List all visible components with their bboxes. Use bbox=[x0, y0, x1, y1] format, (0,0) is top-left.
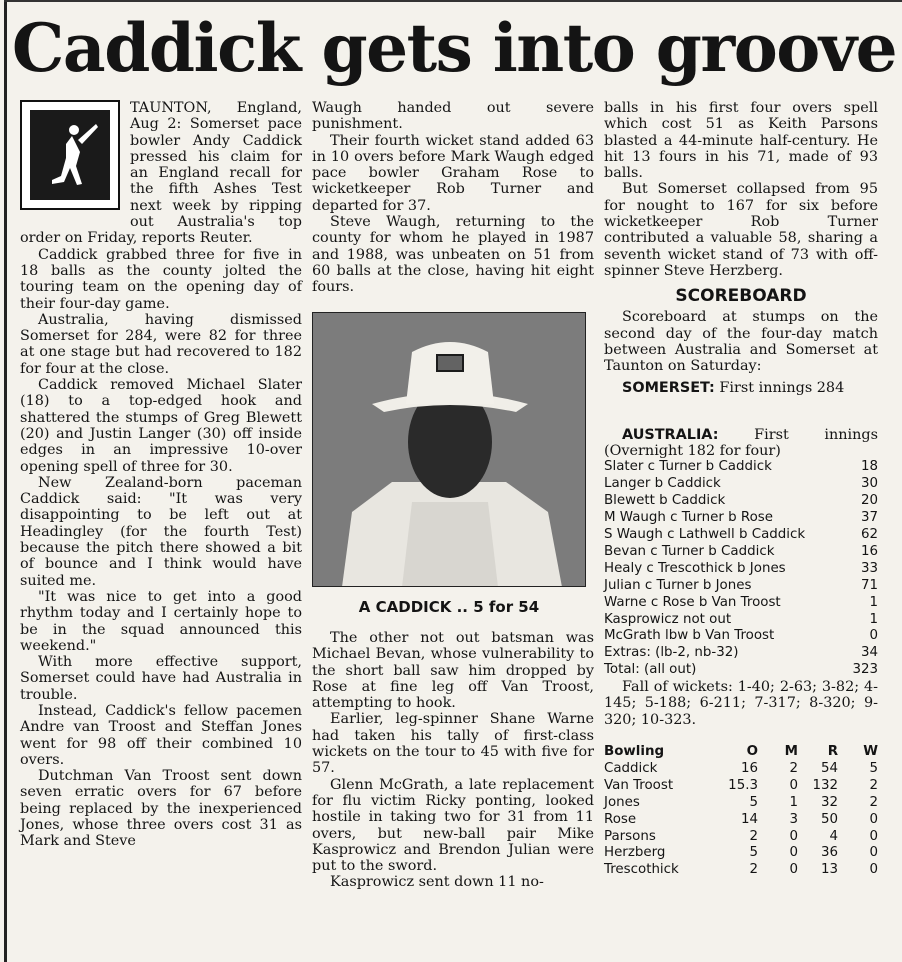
batting-table bbox=[604, 459, 878, 679]
bowling-figure-w: 2 bbox=[869, 777, 878, 793]
article-paragraph: Earlier, leg-spinner Shane Warne had taken his tally of first-class wickets on the tour to 45 with five for 57. bbox=[312, 711, 594, 777]
batsman-name: Slater c Turner b Caddick bbox=[604, 459, 772, 475]
article-column-3 bbox=[604, 100, 878, 879]
bowling-figure-o: 2 bbox=[749, 862, 758, 878]
article-paragraph: Steve Waugh, returning to the county for whom he played in 1987 and 1988, was unbeaten on 51 from 60 balls at the close, having hit eight fours. bbox=[312, 214, 594, 296]
bowling-figure-o: 15.3 bbox=[728, 777, 758, 793]
bowling-figure-w: 5 bbox=[869, 760, 878, 776]
batting-row bbox=[604, 459, 878, 476]
batting-row bbox=[604, 662, 878, 679]
bowling-header-cell: O bbox=[746, 744, 758, 760]
bowling-figure-r: 132 bbox=[812, 777, 838, 793]
batsman-name: Bevan c Turner b Caddick bbox=[604, 543, 775, 559]
article-paragraph: With more effective support, Somerset could have had Australia in trouble. bbox=[20, 654, 302, 703]
bowling-row bbox=[604, 862, 878, 879]
column-2-paragraphs bbox=[312, 100, 594, 296]
batsman-runs: 62 bbox=[860, 526, 878, 542]
article-paragraph: Their fourth wicket stand added 63 in 10 overs before Mark Waugh edged pace bowler Graham Rose to wicketkeeper Rob Turner and departed for 37. bbox=[312, 132, 594, 214]
bowling-header-cell: Bowling bbox=[604, 744, 665, 760]
batting-row bbox=[604, 493, 878, 510]
bowling-figure-m: 1 bbox=[789, 794, 798, 810]
fall-of-wickets: Fall of wickets: 1-40; 2-63; 3-82; 4-145; 5-188; 6-211; 7-317; 8-320; 9-320; 10-323. bbox=[604, 679, 878, 728]
column-3-paragraphs bbox=[604, 100, 878, 279]
scoreboard-heading: SCOREBOARD bbox=[675, 286, 807, 307]
player-photo bbox=[312, 312, 586, 587]
bowler-name: Herzberg bbox=[604, 845, 666, 861]
article-paragraph: Kasprowicz sent down 11 no- bbox=[330, 874, 544, 891]
cricket-logo-image bbox=[20, 100, 120, 210]
somerset-text: First innings 284 bbox=[719, 380, 845, 397]
batsman-runs: 37 bbox=[860, 510, 878, 526]
bowler-name: Van Troost bbox=[604, 777, 674, 793]
bowling-figure-m: 2 bbox=[789, 760, 798, 776]
article-paragraph: Instead, Caddick's fellow pacemen Andre van Troost and Steffan Jones went for 98 off their combined 10 overs. bbox=[20, 702, 302, 768]
bowling-figure-r: 54 bbox=[820, 760, 838, 776]
bowling-figure-o: 2 bbox=[749, 828, 758, 844]
batsman-name: Langer b Caddick bbox=[604, 476, 721, 492]
batsman-runs: 1 bbox=[869, 611, 878, 627]
player-photo-image bbox=[312, 312, 586, 587]
bowling-row bbox=[604, 761, 878, 778]
somerset-innings bbox=[604, 380, 878, 396]
bowling-figure-o: 5 bbox=[749, 845, 758, 861]
batting-row bbox=[604, 578, 878, 595]
bowling-figure-m: 0 bbox=[789, 862, 798, 878]
batting-row bbox=[604, 544, 878, 561]
bowling-figure-o: 5 bbox=[749, 794, 758, 810]
bowling-figure-o: 14 bbox=[740, 811, 758, 827]
article-paragraph: Dutchman Van Troost sent down seven erratic overs for 67 before being replaced by the inexperienced Jones, whose three overs cost 31 as Mark and Steve bbox=[20, 768, 302, 850]
batting-row bbox=[604, 476, 878, 493]
bowling-figure-o: 16 bbox=[740, 760, 758, 776]
somerset-label: SOMERSET: bbox=[622, 380, 715, 397]
bowling-figure-w: 0 bbox=[869, 862, 878, 878]
photo-caption: A CADDICK .. 5 for 54 bbox=[358, 598, 540, 616]
article-paragraph: Waugh handed out severe punishment. bbox=[312, 100, 594, 133]
batting-row bbox=[604, 645, 878, 662]
bowling-figure-r: 13 bbox=[820, 862, 838, 878]
batsman-name: McGrath lbw b Van Troost bbox=[604, 628, 775, 644]
batsman-runs: 33 bbox=[860, 560, 878, 576]
batsman-name: S Waugh c Lathwell b Caddick bbox=[604, 526, 806, 542]
bowling-row bbox=[604, 778, 878, 795]
article-paragraph: Caddick grabbed three for five in 18 balls as the county jolted the touring team on the opening day of their four-day game. bbox=[20, 246, 302, 312]
article-column-1 bbox=[20, 100, 302, 850]
batsman-runs: 323 bbox=[852, 662, 878, 678]
batsman-name: Extras: (lb-2, nb-32) bbox=[604, 645, 739, 661]
bowling-figure-r: 32 bbox=[820, 794, 838, 810]
bowling-figure-r: 36 bbox=[820, 845, 838, 861]
bowling-figure-w: 0 bbox=[869, 845, 878, 861]
column-1-paragraphs bbox=[20, 100, 302, 850]
batting-row bbox=[604, 612, 878, 629]
batting-row bbox=[604, 561, 878, 578]
batsman-name: Blewett b Caddick bbox=[604, 493, 726, 509]
batsman-runs: 0 bbox=[869, 628, 878, 644]
headline: Caddick gets into groove bbox=[11, 9, 897, 87]
batsman-name: M Waugh c Turner b Rose bbox=[604, 510, 774, 526]
article-paragraph: balls in his first four overs spell which cost 51 as Keith Parsons blasted a 44-minute half-century. He hit 13 fours in his 71, made of 93 balls. bbox=[604, 100, 878, 182]
bowling-figure-r: 4 bbox=[829, 828, 838, 844]
batsman-runs: 16 bbox=[860, 543, 878, 559]
bowling-row bbox=[604, 812, 878, 829]
column-2b-paragraphs bbox=[312, 630, 594, 891]
bowling-row bbox=[604, 845, 878, 862]
article-paragraph: "It was nice to get into a good rhythm today and I certainly hope to be in the squad announced this weekend." bbox=[20, 588, 302, 654]
bowling-figure-w: 0 bbox=[869, 811, 878, 827]
bowling-header-cell: W bbox=[863, 744, 878, 760]
scoreboard-intro: Scoreboard at stumps on the second day of the four-day match between Australia and Somerset at Taunton on Saturday: bbox=[604, 309, 878, 375]
bowler-name: Parsons bbox=[604, 828, 656, 844]
article-paragraph: TAUNTON, England, Aug 2: Somerset pace bowler Andy Caddick pressed his claim for an England recall for the fifth Ashes Test next week by ripping out Australia's top order on Friday, reports Reuter. bbox=[20, 100, 302, 247]
batsman-name: Julian c Turner b Jones bbox=[604, 577, 752, 593]
article-column-2-continued bbox=[312, 630, 594, 891]
bowling-header-cell: M bbox=[784, 744, 798, 760]
batting-row bbox=[604, 510, 878, 527]
bowler-name: Caddick bbox=[604, 760, 658, 776]
article-paragraph: Australia, having dismissed Somerset for 284, were 82 for three at one stage but had recovered to 182 for four at the close. bbox=[20, 311, 302, 377]
bowling-figure-m: 3 bbox=[789, 811, 798, 827]
article-paragraph: Caddick removed Michael Slater (18) to a top-edged hook and shattered the stumps of Greg Blewett (20) and Justin Langer (30) off inside edges in an impressive 10-over opening spell of three for 30. bbox=[20, 377, 302, 475]
article-column-2 bbox=[312, 100, 594, 296]
batsman-name: Warne c Rose b Van Troost bbox=[604, 594, 781, 610]
batsman-runs: 30 bbox=[860, 476, 878, 492]
batsman-name: Total: (all out) bbox=[604, 662, 697, 678]
batsman-runs: 20 bbox=[860, 493, 878, 509]
article-paragraph: New Zealand-born paceman Caddick said: "It was very disappointing to be left out at Headingley (for the fourth Test) because the pitch there showed a bit of bounce and I think would have suited me. bbox=[20, 474, 302, 589]
article-paragraph: The other not out batsman was Michael Bevan, whose vulnerability to the short ball saw him dropped by Rose at fine leg off Van Troost, attempting to hook. bbox=[312, 630, 594, 712]
bowling-table bbox=[604, 744, 878, 879]
bowler-name: Jones bbox=[604, 794, 640, 810]
australia-innings bbox=[604, 427, 878, 460]
bowler-name: Rose bbox=[604, 811, 637, 827]
article-paragraph: But Somerset collapsed from 95 for nought to 167 for six before wicketkeeper Rob Turner contributed a valuable 58, sharing a seventh wicket stand of 73 with off-spinner Steve Herzberg. bbox=[604, 181, 878, 279]
bowling-row bbox=[604, 829, 878, 846]
bowling-header-cell: R bbox=[827, 744, 838, 760]
batting-row bbox=[604, 595, 878, 612]
batting-row bbox=[604, 527, 878, 544]
bowling-figure-m: 0 bbox=[789, 777, 798, 793]
batsman-name: Healy c Trescothick b Jones bbox=[604, 560, 786, 576]
top-border-rule bbox=[4, 0, 902, 2]
batting-row bbox=[604, 628, 878, 645]
bowler-name: Trescothick bbox=[604, 862, 679, 878]
left-border-rule bbox=[4, 0, 7, 962]
batsman-runs: 34 bbox=[860, 645, 878, 661]
bowling-figure-r: 50 bbox=[820, 811, 838, 827]
batsman-runs: 18 bbox=[860, 459, 878, 475]
bowling-figure-w: 2 bbox=[869, 794, 878, 810]
australia-text: First innings (Overnight 182 for four) bbox=[604, 426, 878, 460]
bowling-figure-m: 0 bbox=[789, 828, 798, 844]
batsman-name: Kasprowicz not out bbox=[604, 611, 732, 627]
bowling-figure-w: 0 bbox=[869, 828, 878, 844]
bowling-row bbox=[604, 795, 878, 812]
australia-label: AUSTRALIA: bbox=[622, 426, 719, 443]
batsman-runs: 1 bbox=[869, 594, 878, 610]
article-paragraph: Glenn McGrath, a late replacement for flu victim Ricky ponting, looked hostile in taking two for 31 from 11 overs, but new-ball pair Mike Kasprowicz and Brendon Julian were put to the sword. bbox=[312, 776, 594, 875]
batsman-silhouette-icon bbox=[30, 110, 110, 200]
batsman-runs: 71 bbox=[860, 577, 878, 593]
bowling-figure-m: 0 bbox=[789, 845, 798, 861]
